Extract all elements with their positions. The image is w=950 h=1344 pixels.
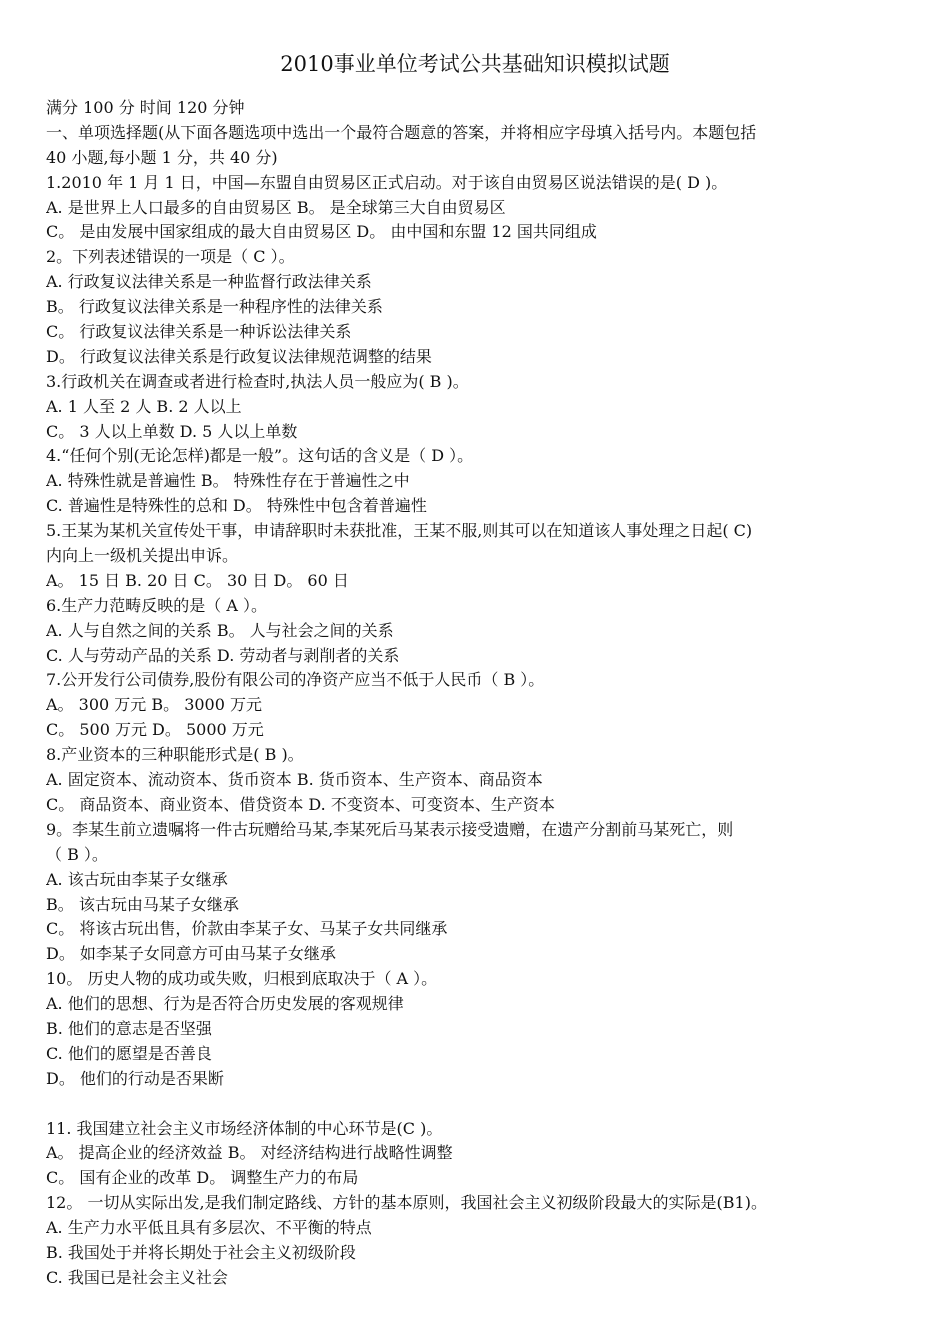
text-line: C。 500 万元 D。 5000 万元	[46, 720, 264, 740]
document-title: 2010事业单位考试公共基础知识模拟试题	[280, 52, 670, 76]
text-line: 10。 历史人物的成功或失败，归根到底取决于（ A ）。	[46, 969, 438, 989]
text-line: C。 行政复议法律关系是一种诉讼法律关系	[46, 322, 352, 342]
text-line: C. 我国已是社会主义社会	[46, 1267, 228, 1287]
text-line: A。 15 日 B. 20 日 C。 30 日 D。 60 日	[46, 570, 349, 590]
text-line: C。 商品资本、商业资本、借贷资本 D. 不变资本、可变资本、生产资本	[46, 794, 555, 814]
text-line: 6.生产力范畴反映的是（ A ）。	[46, 595, 267, 615]
text-line: D。 他们的行动是否果断	[46, 1068, 224, 1088]
text-line: A. 他们的思想、行为是否符合历史发展的客观规律	[46, 994, 404, 1014]
text-line: 1.2010 年 1 月 1 日，中国—东盟自由贸易区正式启动。对于该自由贸易区说法错误的是( D )。	[46, 172, 728, 192]
text-line: 9。李某生前立遗嘱将一件古玩赠给马某,李某死后马某表示接受遗赠，在遗产分割前马某死亡，则	[46, 819, 734, 839]
text-line: 4.“任何个别(无论怎样)都是一般”。这句话的含义是（ D ）。	[46, 446, 474, 466]
text-line: A. 特殊性就是普遍性 B。 特殊性存在于普遍性之中	[46, 471, 410, 491]
text-line: 7.公开发行公司债券,股份有限公司的净资产应当不低于人民币（ B ）。	[46, 670, 545, 690]
text-line: 满分 100 分 时间 120 分钟	[46, 98, 245, 117]
text-line: 40 小题,每小题 1 分，共 40 分)	[46, 147, 278, 167]
text-line: A. 行政复议法律关系是一种监督行政法律关系	[46, 272, 372, 292]
text-line: B。 该古玩由马某子女继承	[46, 894, 239, 914]
text-line: A. 生产力水平低且具有多层次、不平衡的特点	[46, 1218, 372, 1238]
text-line: C。 3 人以上单数 D. 5 人以上单数	[46, 421, 298, 441]
text-line: D。 如李某子女同意方可由马某子女继承	[46, 944, 336, 964]
text-line: A。 提高企业的经济效益 B。 对经济结构进行战略性调整	[46, 1143, 453, 1163]
text-line: A。 300 万元 B。 3000 万元	[46, 695, 263, 715]
text-line: C. 普遍性是特殊性的总和 D。 特殊性中包含着普遍性	[46, 496, 427, 516]
text-line: C。 将该古玩出售，价款由李某子女、马某子女共同继承	[46, 919, 448, 939]
text-line: 2。下列表述错误的一项是（ C ）。	[46, 247, 295, 267]
text-line: A. 固定资本、流动资本、货币资本 B. 货币资本、生产资本、商品资本	[46, 770, 543, 790]
text-line: B. 我国处于并将长期处于社会主义初级阶段	[46, 1242, 356, 1262]
document-body	[46, 96, 918, 1291]
text-line: C. 人与劳动产品的关系 D. 劳动者与剥削者的关系	[46, 645, 400, 665]
text-line: C。 国有企业的改革 D。 调整生产力的布局	[46, 1168, 359, 1188]
text-line: 一、单项选择题(从下面各题选项中选出一个最符合题意的答案，并将相应字母填入括号内。本题包括	[46, 122, 757, 142]
text-line: 12。 一切从实际出发,是我们制定路线、方针的基本原则，我国社会主义初级阶段最大的实际是(B1)。	[46, 1193, 767, 1213]
blank-line	[46, 1092, 918, 1117]
text-line: A. 人与自然之间的关系 B。 人与社会之间的关系	[46, 620, 394, 640]
text-line: A. 是世界上人口最多的自由贸易区 B。 是全球第三大自由贸易区	[46, 197, 506, 217]
text-line: B。 行政复议法律关系是一种程序性的法律关系	[46, 297, 383, 317]
text-line: C. 他们的愿望是否善良	[46, 1043, 212, 1063]
text-line: D。 行政复议法律关系是行政复议法律规范调整的结果	[46, 346, 432, 366]
text-line: 11. 我国建立社会主义市场经济体制的中心环节是(C )。	[46, 1118, 443, 1138]
text-line: A. 1 人至 2 人 B. 2 人以上	[46, 396, 242, 416]
text-line: C。 是由发展中国家组成的最大自由贸易区 D。 由中国和东盟 12 国共同组成	[46, 222, 597, 242]
text-line: 内向上一级机关提出申诉。	[46, 546, 239, 566]
text-line: （ B ）。	[46, 844, 108, 864]
text-line: 5.王某为某机关宣传处干事，申请辞职时未获批准，王某不服,则其可以在知道该人事处理之日起( C)	[46, 521, 753, 541]
text-line: 3.行政机关在调查或者进行检查时,执法人员一般应为( B )。	[46, 371, 469, 391]
text-line: 8.产业资本的三种职能形式是( B )。	[46, 745, 304, 765]
text-line: A. 该古玩由李某子女继承	[46, 869, 228, 889]
text-line: B. 他们的意志是否坚强	[46, 1018, 212, 1038]
